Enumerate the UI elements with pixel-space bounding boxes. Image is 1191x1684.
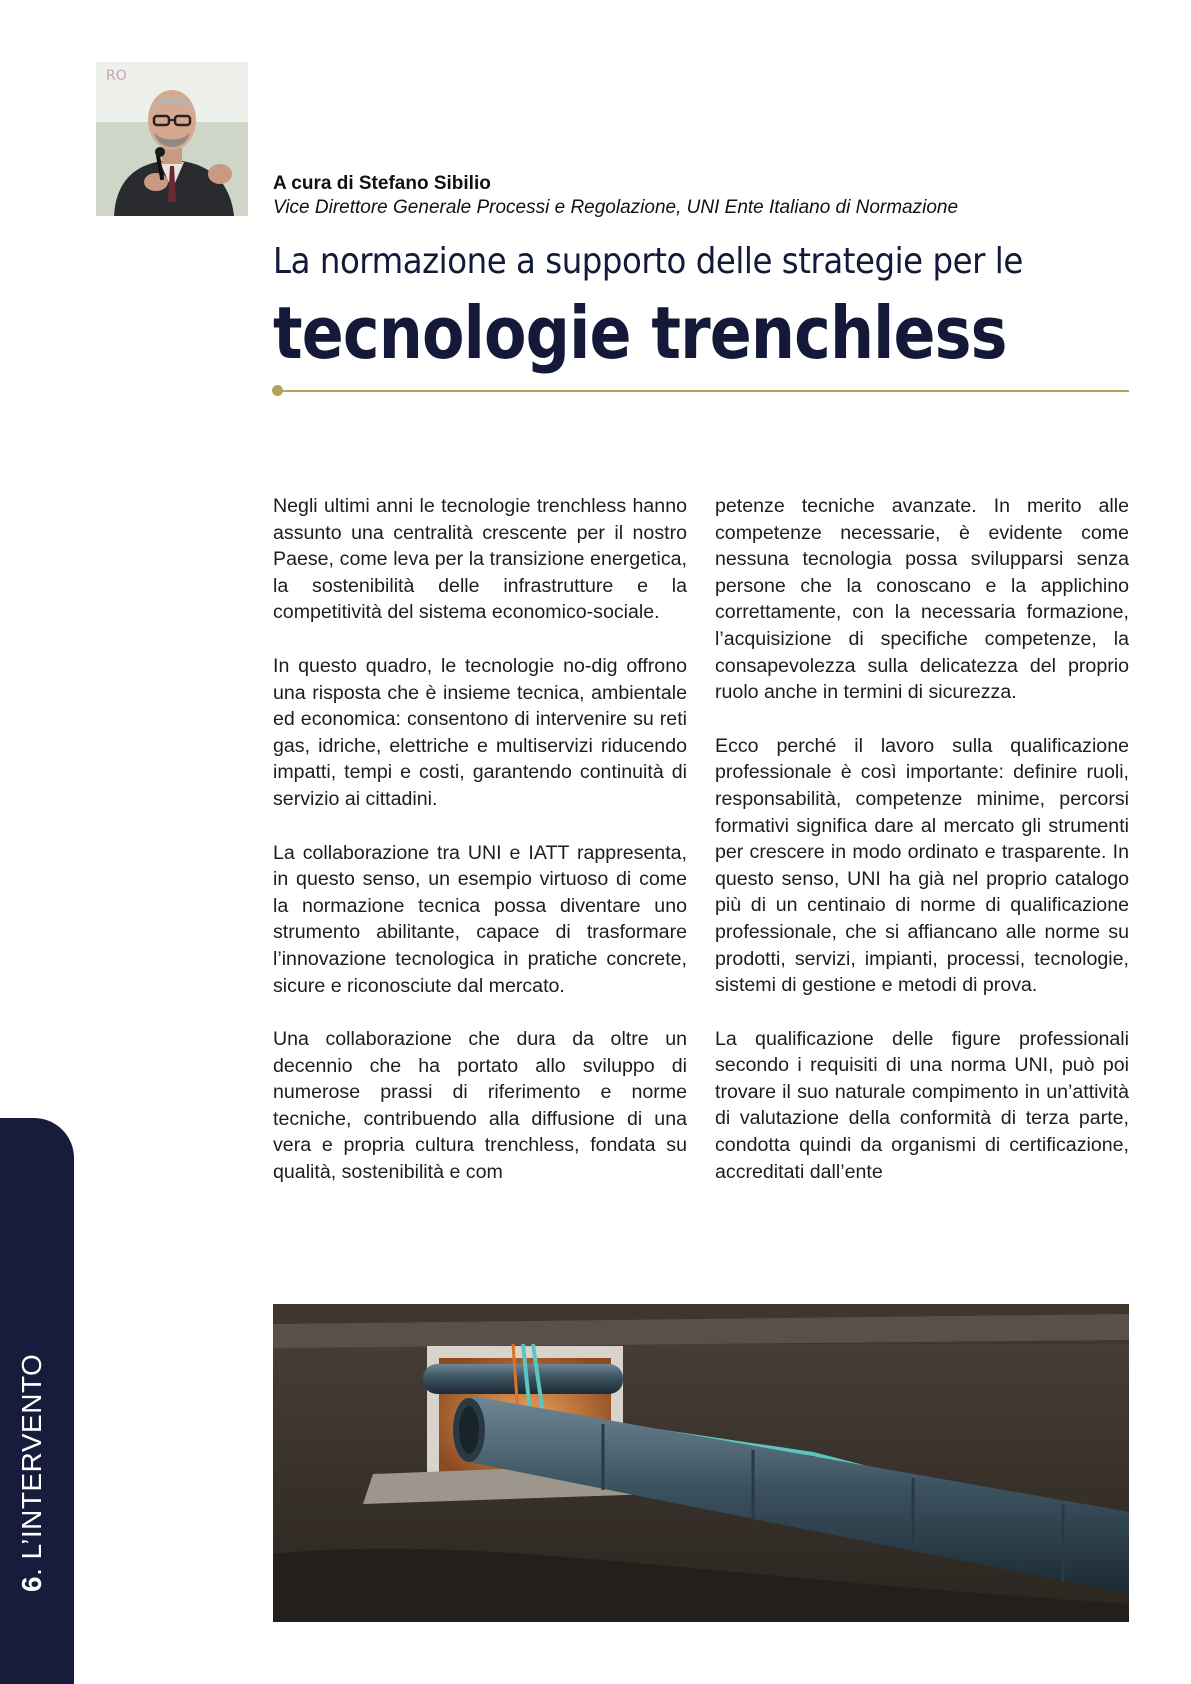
title-line-2: tecnologie trenchless <box>273 291 1007 375</box>
author-role: Vice Direttore Generale Processi e Regolazione, UNI Ente Italiano di Normazione <box>273 197 959 218</box>
article-title <box>273 238 1126 376</box>
right-column <box>715 493 1129 1213</box>
svg-text:RO: RO <box>106 68 127 84</box>
paragraph: Una collaborazione che dura da oltre un decennio che ha portato allo sviluppo di numerose prassi di riferimento e norme tecniche, contribuendo alla diffusione di una vera e propria cultura trenchless, fondata su qualità, sostenibilità e com <box>273 1028 687 1184</box>
paragraph: Negli ultimi anni le tecnologie trenchless hanno assunto una centralità crescente per il nostro Paese, come leva per la transizione energetica, la sostenibilità delle infrastrutture e la competitività del sistema economico-sociale. <box>273 495 687 624</box>
paragraph: Ecco perché il lavoro sulla qualificazione professionale è così importante: definire ruoli, responsabilità, competenze minime, percorsi formativi significa dare al mercato gli strumenti per crescere in modo ordinato e trasparente. In questo senso, UNI ha già nel proprio catalogo più di un centinaio di norme di qualificazione professionale, che si affiancano alle norme su prodotti, servizi, impianti, processi, tecnologie, sistemi di gestione e metodi di prova. <box>715 734 1129 997</box>
paragraph: La qualificazione delle figure professionali secondo i requisiti di una norma UNI, può poi trovare il suo naturale compimento in un’attività di valutazione della conformità di terza parte, condotta quindi da organismi di certificazione, accreditati dall’ente <box>715 1027 1129 1183</box>
left-column <box>273 493 687 1213</box>
title-divider <box>278 390 1129 392</box>
paragraph: In questo quadro, le tecnologie no-dig offrono una risposta che è insieme tecnica, ambientale ed economica: consentono di intervenire su reti gas, idriche, elettriche e multiservizi riducendo impatti, tempi e costi, garantendo continuità di servizio ai cittadini. <box>273 654 687 810</box>
trenchless-pipe-illustration <box>273 1304 1129 1622</box>
title-divider-dot <box>272 385 283 396</box>
section-name: . L’INTERVENTO <box>16 1353 47 1576</box>
author-name: A cura di Stefano Sibilio <box>273 173 491 194</box>
page-number: 6 <box>16 1575 47 1592</box>
section-label <box>10 1332 54 1592</box>
byline <box>273 172 958 220</box>
paragraph: petenze tecniche avanzate. In merito alle competenze necessarie, è evidente come nessuna tecnologia possa svilupparsi senza persone che la conoscano e la applichino correttamente, con la necessaria formazione, l’acquisizione di specifiche competenze, la consapevolezza sulla delicatezza del proprio ruolo anche in termini di sicurezza. <box>715 495 1129 704</box>
author-photo <box>96 62 248 216</box>
article-body <box>273 493 1129 1213</box>
title-line-1: La normazione a supporto delle strategie per le <box>273 241 1023 282</box>
paragraph: La collaborazione tra UNI e IATT rappresenta, in questo senso, un esempio virtuoso di come la normazione tecnica possa diventare uno strumento abilitante, capace di trasformare l’innovazione tecnologica in pratiche concrete, sicure e riconosciute dal mercato. <box>273 841 687 997</box>
